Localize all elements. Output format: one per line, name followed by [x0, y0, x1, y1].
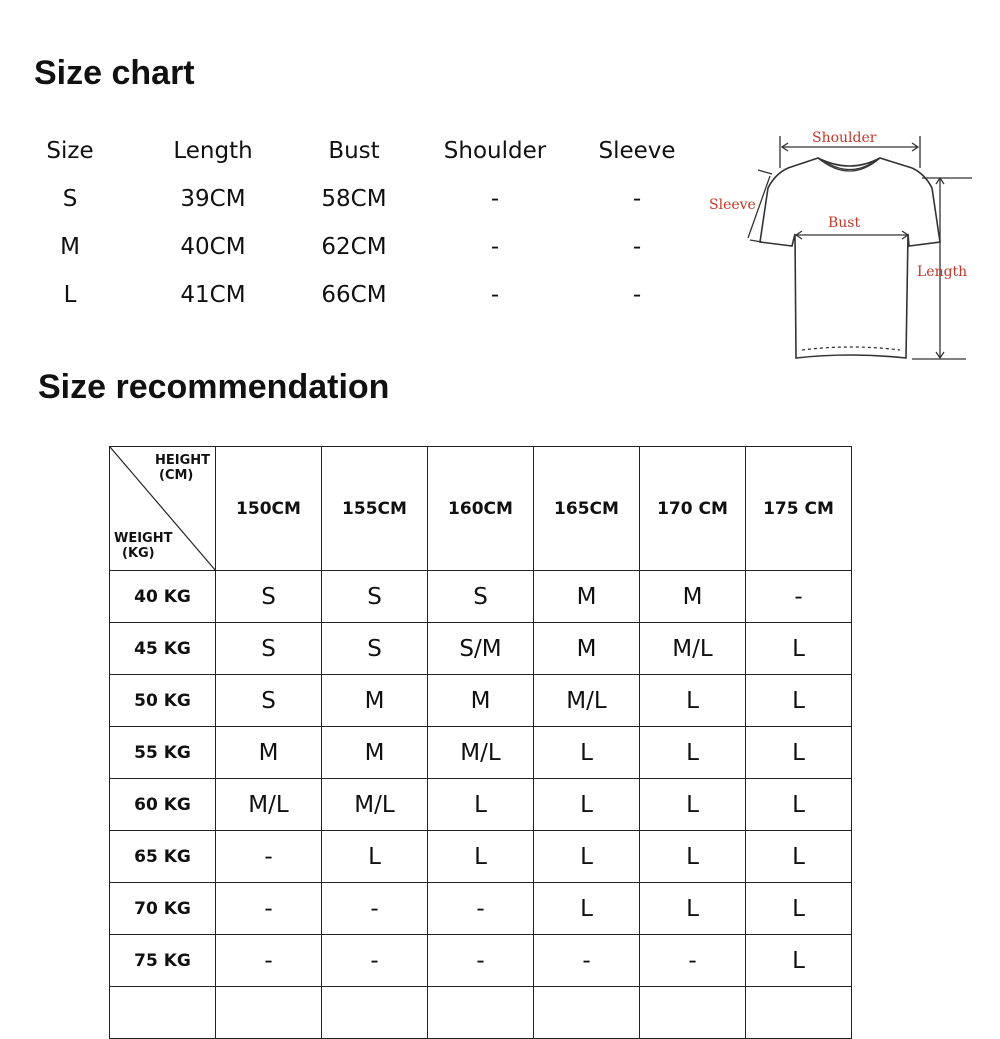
table-row [110, 883, 852, 935]
size-cell: L [746, 623, 852, 675]
size-cell: L [534, 779, 640, 831]
size-chart-header: Sleeve [598, 138, 676, 164]
height-axis-label: HEIGHT (CM) [155, 453, 211, 483]
table-row [110, 779, 852, 831]
height-header: 160CM [428, 447, 534, 571]
size-chart-cell: - [632, 234, 642, 260]
weight-label: 75 KG [110, 935, 216, 987]
height-header: 155CM [322, 447, 428, 571]
size-cell: L [322, 831, 428, 883]
weight-label: 45 KG [110, 623, 216, 675]
weight-label: 40 KG [110, 571, 216, 623]
size-cell: M/L [640, 623, 746, 675]
size-cell: L [746, 883, 852, 935]
size-cell: L [746, 935, 852, 987]
corner-cell [110, 447, 216, 571]
size-cell: L [534, 883, 640, 935]
size-cell: - [322, 935, 428, 987]
size-cell: M [322, 675, 428, 727]
size-chart-title: Size chart [34, 54, 195, 92]
size-cell: S/M [428, 623, 534, 675]
weight-axis-label: WEIGHT (KG) [114, 531, 173, 561]
size-cell: S [216, 571, 322, 623]
table-cell [428, 987, 534, 1039]
sleeve-label: Sleeve [709, 197, 756, 213]
size-cell: L [640, 831, 746, 883]
size-cell: - [746, 571, 852, 623]
size-chart-cell: M [60, 234, 80, 260]
weight-label: 70 KG [110, 883, 216, 935]
height-header: 175 CM [746, 447, 852, 571]
size-chart-header: Length [173, 138, 253, 164]
size-cell: - [640, 935, 746, 987]
height-header: 170 CM [640, 447, 746, 571]
size-cell: M [534, 571, 640, 623]
size-chart-header: Shoulder [443, 138, 547, 164]
size-chart-header: Bust [328, 138, 380, 164]
size-cell: L [534, 727, 640, 779]
size-chart-cell: - [632, 186, 642, 212]
tshirt-icon [700, 126, 990, 366]
size-cell: M [640, 571, 746, 623]
size-cell: - [428, 935, 534, 987]
size-cell: L [746, 831, 852, 883]
bust-label: Bust [828, 215, 861, 231]
size-cell: - [216, 831, 322, 883]
table-row [110, 623, 852, 675]
size-cell: M/L [428, 727, 534, 779]
weight-label: 55 KG [110, 727, 216, 779]
size-chart-cell: 62CM [321, 234, 387, 260]
size-cell: L [746, 779, 852, 831]
size-chart-cell: - [632, 282, 642, 308]
size-cell: M/L [534, 675, 640, 727]
table-cell [640, 987, 746, 1039]
size-cell: - [428, 883, 534, 935]
size-chart-cell: 41CM [180, 282, 246, 308]
size-cell: - [322, 883, 428, 935]
size-chart-cell: L [63, 282, 77, 308]
size-cell: S [322, 571, 428, 623]
size-cell: - [534, 935, 640, 987]
table-cell [534, 987, 640, 1039]
size-chart-cell: - [490, 186, 500, 212]
height-header: 165CM [534, 447, 640, 571]
size-cell: M [216, 727, 322, 779]
size-cell: S [216, 675, 322, 727]
height-header: 150CM [216, 447, 322, 571]
size-cell: S [428, 571, 534, 623]
table-cell [216, 987, 322, 1039]
size-recommendation-table [109, 446, 852, 1039]
weight-label: 60 KG [110, 779, 216, 831]
size-chart-cell: S [62, 186, 78, 212]
height-header-row [110, 447, 852, 571]
size-cell: L [746, 727, 852, 779]
size-cell: M [534, 623, 640, 675]
size-chart-cell: 40CM [180, 234, 246, 260]
table-row-partial [110, 987, 852, 1039]
table-row [110, 727, 852, 779]
size-cell: M [428, 675, 534, 727]
size-chart-cell: - [490, 234, 500, 260]
size-cell: S [322, 623, 428, 675]
table-cell [322, 987, 428, 1039]
size-cell: M/L [322, 779, 428, 831]
size-cell: M/L [216, 779, 322, 831]
size-chart-cell: 66CM [321, 282, 387, 308]
table-row [110, 831, 852, 883]
size-cell: L [640, 675, 746, 727]
shoulder-label: Shoulder [812, 130, 877, 146]
size-cell: L [428, 779, 534, 831]
size-cell: M [322, 727, 428, 779]
weight-label: 65 KG [110, 831, 216, 883]
size-cell: - [216, 883, 322, 935]
table-row [110, 935, 852, 987]
table-row [110, 675, 852, 727]
length-label: Length [917, 264, 968, 280]
size-chart-cell: - [490, 282, 500, 308]
table-cell [110, 987, 216, 1039]
size-cell: L [640, 883, 746, 935]
size-cell: S [216, 623, 322, 675]
size-cell: - [216, 935, 322, 987]
weight-label: 50 KG [110, 675, 216, 727]
size-recommendation-title: Size recommendation [38, 368, 390, 406]
size-chart-header: Size [46, 138, 94, 164]
table-row [110, 571, 852, 623]
table-cell [746, 987, 852, 1039]
size-chart-cell: 58CM [321, 186, 387, 212]
tshirt-measurement-diagram [700, 126, 990, 366]
size-chart-cell: 39CM [180, 186, 246, 212]
size-cell: L [746, 675, 852, 727]
size-cell: L [428, 831, 534, 883]
size-cell: L [534, 831, 640, 883]
size-cell: L [640, 727, 746, 779]
size-cell: L [640, 779, 746, 831]
